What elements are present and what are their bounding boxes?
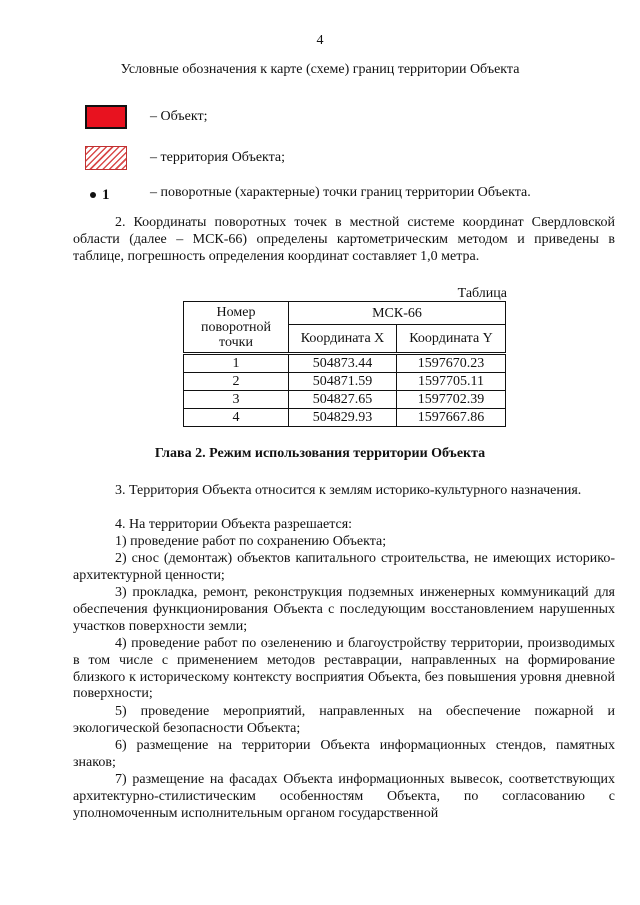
list-item-2: 2) снос (демонтаж) объектов капитального строительства, не имеющих историко-архитектурной ценности; — [73, 551, 615, 583]
point-marker-icon — [76, 181, 136, 209]
cell-point: 3 — [184, 391, 289, 409]
cell-y: 1597705.11 — [397, 373, 506, 391]
point-marker-label: 1 — [102, 186, 110, 203]
page-number: 4 — [316, 33, 324, 48]
cell-y: 1597670.23 — [397, 354, 506, 373]
cell-y: 1597667.86 — [397, 409, 506, 427]
cell-x: 504829.93 — [289, 409, 397, 427]
paragraph-4: 4. На территории Объекта разрешается: — [115, 517, 353, 532]
cell-point: 1 — [184, 354, 289, 373]
table-row — [184, 409, 506, 427]
legend-text-territory: – территория Объекта; — [150, 150, 286, 165]
paragraph-3: 3. Территория Объекта относится к землям историко-культурного назначения. — [115, 483, 582, 498]
legend-item-territory — [76, 144, 136, 172]
list-item-4: 4) проведение работ по озеленению и благоустройству территории, производимых в том числе с применением методов реставрации, направленных на формирование близкого к историческому контексту восприятия Объекта, без повышения уровня дневной поверхности; — [73, 636, 615, 702]
cell-point: 4 — [184, 409, 289, 427]
table-row — [184, 373, 506, 391]
cell-y: 1597702.39 — [397, 391, 506, 409]
header-system: МСК-66 — [289, 302, 506, 325]
list-item-6: 6) размещение на территории Объекта информационных стендов, памятных знаков; — [73, 738, 615, 770]
table-row — [184, 391, 506, 409]
legend-item-object — [76, 103, 136, 131]
paragraph-coordinates: 2. Координаты поворотных точек в местной системе координат Свердловской области (далее – МСК-66) определены картометрическим методом и приведены в таблице, погрешность определения координат составляет 1,0 метра. — [73, 215, 615, 264]
table-row — [184, 354, 506, 373]
list-item-3: 3) прокладка, ремонт, реконструкция подземных инженерных коммуникаций для обеспечения функционирования Объекта с последующим восстановлением нарушенных участков поверхности земли; — [73, 585, 615, 634]
coordinates-table — [183, 301, 506, 427]
legend-title: Условные обозначения к карте (схеме) границ территории Объекта — [120, 62, 520, 77]
header-coord-x: Координата X — [289, 325, 397, 354]
table-caption: Таблица — [457, 286, 507, 301]
list-item-7: 7) размещение на фасадах Объекта информационных вывесок, соответствующих архитектурно-стилистическим особенностям Объекта, по согласованию с уполномоченным исполнительным органом государственной — [73, 772, 615, 821]
territory-hatch-swatch-icon — [76, 144, 136, 172]
cell-x: 504873.44 — [289, 354, 397, 373]
legend-text-points: – поворотные (характерные) точки границ территории Объекта. — [150, 185, 531, 200]
header-coord-y: Координата Y — [397, 325, 506, 354]
cell-point: 2 — [184, 373, 289, 391]
legend-item-points — [76, 181, 136, 209]
list-item-1: 1) проведение работ по сохранению Объекта; — [115, 534, 387, 549]
object-swatch-icon — [76, 103, 136, 131]
cell-x: 504827.65 — [289, 391, 397, 409]
chapter-heading: Глава 2. Режим использования территории Объекта — [154, 446, 486, 461]
cell-x: 504871.59 — [289, 373, 397, 391]
list-item-5: 5) проведение мероприятий, направленных на обеспечение пожарной и экологической безопасности Объекта; — [73, 704, 615, 736]
legend-text-object: – Объект; — [150, 109, 208, 124]
header-point-number: Номер поворотной точки — [184, 302, 289, 354]
